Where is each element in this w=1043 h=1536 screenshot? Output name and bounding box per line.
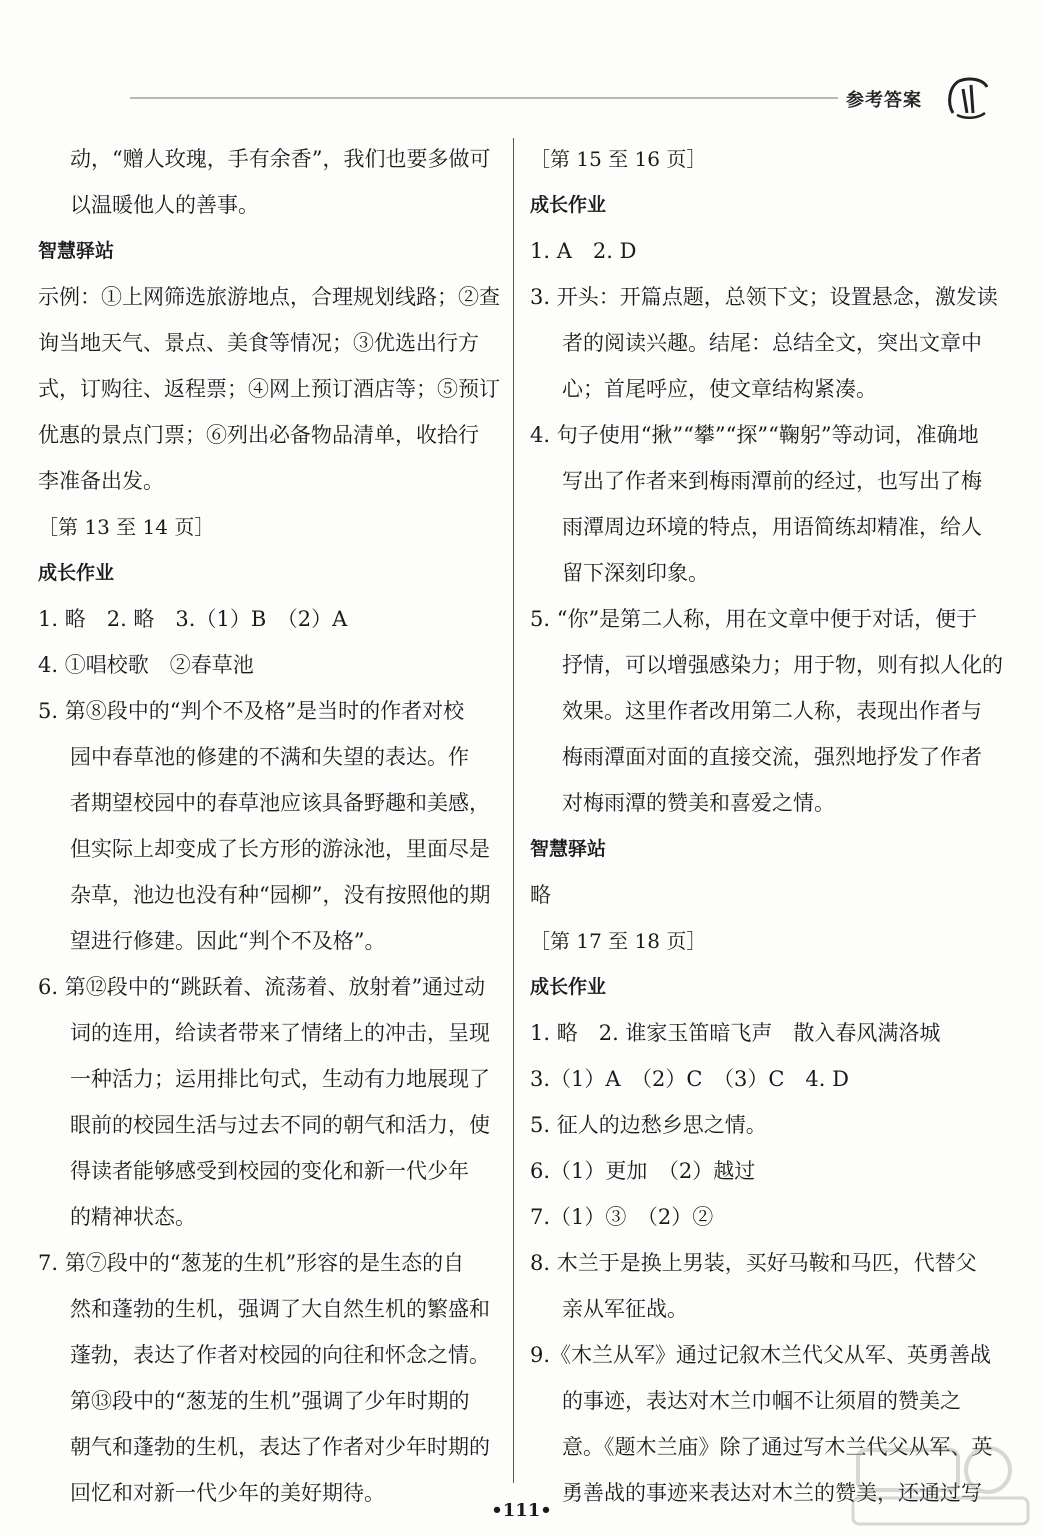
right-text-line: 留下深刻印象。 [562,561,709,585]
page-number: •111• [491,1500,552,1521]
right-text-line: 雨潭周边环境的特点，用语简练却精准，给人 [562,515,982,539]
right-text-line: 4. 句子使用“揪”“攀”“探”“鞠躬”等动词，准确地 [530,423,979,447]
left-text-line: 询当地天气、景点、美食等情况；③优选出行方 [38,331,479,355]
left-text-line: 5. 第⑧段中的“判个不及格”是当时的作者对校 [38,699,465,723]
left-text-line: 得读者能够感受到校园的变化和新一代少年 [70,1159,469,1183]
page-header [0,0,1043,140]
watermark-logo [838,1440,1038,1530]
left-text-line: 式，订购往、返程票；④网上预订酒店等；⑤预订 [38,377,500,401]
left-text-line: 李准备出发。 [38,469,164,493]
left-text-line: 一种活力；运用排比句式，生动有力地展现了 [70,1067,490,1091]
left-text-line: 的精神状态。 [70,1205,196,1229]
header-rule [130,97,838,99]
left-text-line: 1. 略 2. 略 3.（1）B （2）A [38,607,348,631]
right-section-heading: 智慧驿站 [530,838,607,860]
left-text-line: 6. 第⑫段中的“跳跃着、流荡着、放射着”通过动 [38,975,486,999]
right-text-line: 略 [530,883,551,907]
left-text-line: 蓬勃，表达了作者对校园的向往和怀念之情。 [70,1343,490,1367]
left-text-line: 4. ①唱校歌 ②春草池 [38,653,254,677]
right-text-line: 3. 开头：开篇点题，总领下文；设置悬念，激发读 [530,285,998,309]
right-text-line: 意。《题木兰庙》除了通过写木兰代父从军、英 [562,1435,993,1459]
left-text-line: 动，“赠人玫瑰，手有余香”，我们也要多做可 [70,147,491,171]
left-page-ref: ［第 13 至 14 页］ [38,515,215,539]
right-text-line: 效果。这里作者改用第二人称，表现出作者与 [562,699,982,723]
right-text-line: 者的阅读兴趣。结尾：总结全文，突出文章中 [562,331,982,355]
left-text-line: 但实际上却变成了长方形的游泳池，里面尽是 [70,837,490,861]
right-page-ref: ［第 17 至 18 页］ [530,929,707,953]
right-section-heading: 成长作业 [530,976,607,998]
left-text-line: 望进行修建。因此“判个不及格”。 [70,929,386,953]
left-column [38,136,498,1516]
right-text-line: 勇善战的事迹来表达对木兰的赞美，还通过写 [562,1481,982,1505]
book-logo-icon [943,73,993,123]
right-text-line: 9.《木兰从军》通过记叙木兰代父从军、英勇善战 [530,1343,992,1367]
left-text-line: 朝气和蓬勃的生机，表达了作者对少年时期的 [70,1435,490,1459]
left-text-line: 以温暖他人的善事。 [70,193,259,217]
right-text-line: 对梅雨潭的赞美和喜爱之情。 [562,791,835,815]
left-text-line: 示例：①上网筛选旅游地点，合理规划线路；②查 [38,285,500,309]
left-text-line: 第⑬段中的“葱茏的生机”强调了少年时期的 [70,1389,470,1413]
right-text-line: 梅雨潭面对面的直接交流，强烈地抒发了作者 [562,745,982,769]
right-text-line: 的事迹，表达对木兰巾帼不让须眉的赞美之 [562,1389,961,1413]
right-text-line: 1. A 2. D [530,239,637,263]
right-column [530,136,1003,1516]
right-text-line: 写出了作者来到梅雨潭前的经过，也写出了梅 [562,469,982,493]
right-text-line: 抒情，可以增强感染力；用于物，则有拟人化的 [562,653,1003,677]
left-text-line: 杂草，池边也没有种“园柳”，没有按照他的期 [70,883,491,907]
right-text-line: 3.（1）A （2）C （3）C 4. D [530,1067,849,1091]
right-text-line: 8. 木兰于是换上男装，买好马鞍和马匹，代替父 [530,1251,977,1275]
left-section-heading: 智慧驿站 [38,240,115,262]
left-text-line: 者期望校园中的春草池应该具备野趣和美感， [70,791,490,815]
right-page-ref: ［第 15 至 16 页］ [530,147,707,171]
column-divider [513,138,514,1483]
right-text-line: 心；首尾呼应，使文章结构紧凑。 [562,377,877,401]
right-text-line: 5. “你”是第二人称，用在文章中便于对话，便于 [530,607,978,631]
left-text-line: 回忆和对新一代少年的美好期待。 [70,1481,385,1505]
right-text-line: 1. 略 2. 谁家玉笛暗飞声 散入春风满洛城 [530,1021,941,1045]
right-text-line: 亲从军征战。 [562,1297,688,1321]
header-title: 参考答案 [846,90,922,111]
left-text-line: 词的连用，给读者带来了情绪上的冲击，呈现 [70,1021,490,1045]
left-section-heading: 成长作业 [38,562,115,584]
left-text-line: 优惠的景点门票；⑥列出必备物品清单，收拾行 [38,423,479,447]
left-text-line: 7. 第⑦段中的“葱茏的生机”形容的是生态的自 [38,1251,465,1275]
left-text-line: 眼前的校园生活与过去不同的朝气和活力，使 [70,1113,490,1137]
left-text-line: 然和蓬勃的生机，强调了大自然生机的繁盛和 [70,1297,490,1321]
left-text-line: 园中春草池的修建的不满和失望的表达。作 [70,745,469,769]
right-text-line: 5. 征人的边愁乡思之情。 [530,1113,767,1137]
right-section-heading: 成长作业 [530,194,607,216]
right-text-line: 7.（1）③ （2）② [530,1205,714,1229]
right-text-line: 6.（1）更加 （2）越过 [530,1159,756,1183]
